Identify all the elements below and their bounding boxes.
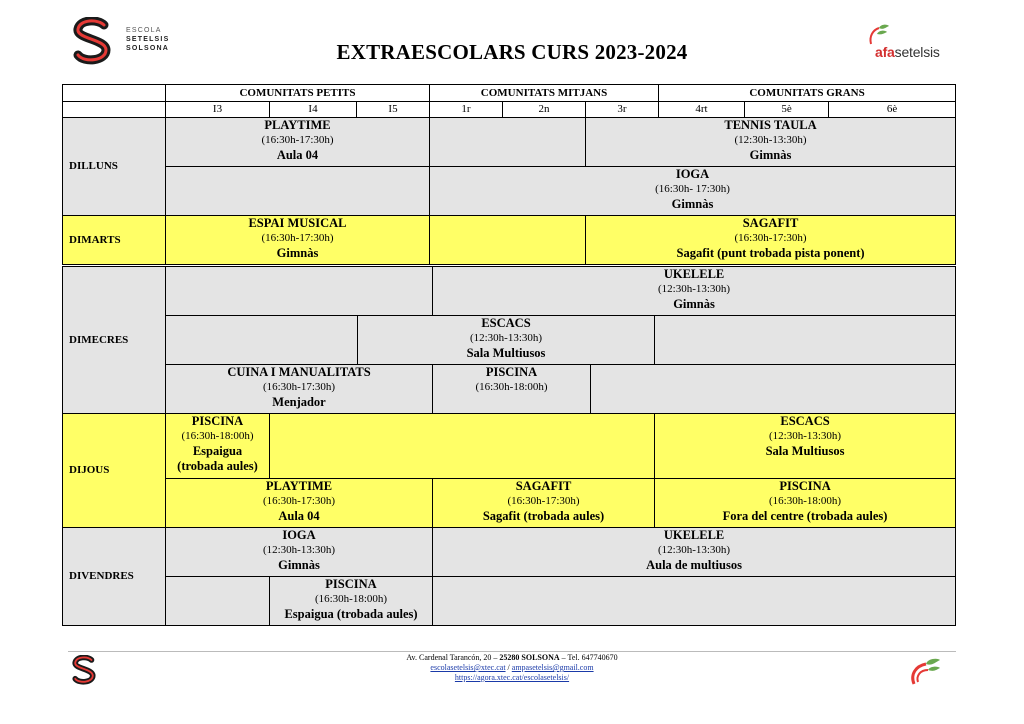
activity-time: (12:30h-13:30h) bbox=[734, 134, 807, 146]
empty-cell bbox=[655, 316, 956, 365]
activity-time: (16:30h-17:30h) bbox=[262, 381, 336, 393]
footer-address bbox=[0, 653, 1024, 663]
activity-time: (16:30h- 17:30h) bbox=[655, 183, 730, 195]
activity-name: ESCACS bbox=[481, 316, 531, 330]
afa-prefix: afa bbox=[875, 44, 895, 60]
activity-place: Sala Multiusos bbox=[765, 444, 845, 458]
activity-time: (16:30h-18:00h) bbox=[768, 495, 842, 507]
activity-name: CUINA I MANUALITATS bbox=[227, 365, 371, 379]
activity-place: Espaigua (trobada aules) bbox=[284, 607, 418, 621]
activity-cell bbox=[270, 577, 433, 626]
activity-time: (16:30h-17:30h) bbox=[734, 232, 807, 244]
activity-name: PLAYTIME bbox=[265, 479, 333, 493]
activity-time: (16:30h-17:30h) bbox=[507, 495, 580, 507]
course-header: 2n bbox=[503, 102, 586, 118]
activity-time: (16:30h-17:30h) bbox=[261, 134, 334, 146]
activity-time: (12:30h-13:30h) bbox=[768, 430, 842, 442]
footer-emails bbox=[0, 663, 1024, 673]
course-header: 1r bbox=[430, 102, 503, 118]
footer-contact bbox=[0, 653, 1024, 683]
activity-place: Gimnàs bbox=[278, 558, 320, 572]
afa-suffix: setelsis bbox=[894, 44, 940, 60]
course-header: I4 bbox=[270, 102, 357, 118]
activity-cell bbox=[166, 365, 433, 414]
school-name-line1: ESCOLA bbox=[126, 27, 162, 34]
activity-place: Aula 04 bbox=[278, 509, 320, 523]
corner-cell bbox=[63, 85, 166, 102]
activity-place: Fora del centre (trobada aules) bbox=[722, 509, 888, 523]
activity-cell bbox=[433, 365, 591, 414]
activity-time: (12:30h-13:30h) bbox=[262, 544, 336, 556]
activity-cell bbox=[358, 316, 655, 365]
leaf-logo-icon bbox=[867, 22, 893, 46]
activity-cell bbox=[433, 528, 956, 577]
activity-time: (16:30h-18:00h) bbox=[181, 430, 254, 442]
footer-afa-logo-icon bbox=[908, 656, 944, 686]
activity-cell bbox=[433, 479, 655, 528]
course-header: 3r bbox=[586, 102, 659, 118]
group-header: COMUNITATS GRANS bbox=[659, 85, 956, 102]
empty-cell bbox=[433, 577, 956, 626]
activity-name: PISCINA bbox=[779, 479, 831, 493]
activity-place: Espaigua bbox=[192, 444, 243, 458]
activity-cell bbox=[166, 528, 433, 577]
activity-name: UKELELE bbox=[663, 267, 725, 281]
activity-name: IOGA bbox=[282, 528, 316, 542]
address-street: Av. Cardenal Tarancón, 20 – bbox=[406, 653, 500, 662]
activity-place: Sagafit (punt trobada pista ponent) bbox=[676, 246, 865, 260]
empty-cell bbox=[591, 365, 956, 414]
activity-place: Gimnàs bbox=[749, 148, 792, 162]
email-separator: / bbox=[505, 663, 512, 672]
group-header: COMUNITATS PETITS bbox=[166, 85, 430, 102]
course-header: 6è bbox=[829, 102, 956, 118]
activity-place: Sala Multiusos bbox=[466, 346, 546, 360]
course-header: 4rt bbox=[659, 102, 745, 118]
activity-name: PLAYTIME bbox=[264, 118, 331, 132]
activity-place: Menjador bbox=[272, 395, 326, 409]
activity-cell bbox=[166, 479, 433, 528]
activity-cell bbox=[166, 216, 430, 265]
email-link-ampa[interactable]: ampasetelsis@gmail.com bbox=[511, 663, 594, 672]
course-header: 5è bbox=[745, 102, 829, 118]
activity-cell bbox=[655, 479, 956, 528]
activity-time: (16:30h-17:30h) bbox=[262, 495, 336, 507]
activity-name: IOGA bbox=[675, 167, 710, 181]
course-header: I3 bbox=[166, 102, 270, 118]
activity-name: PISCINA bbox=[485, 365, 538, 379]
afa-logo bbox=[865, 22, 955, 67]
activity-time: (16:30h-18:00h) bbox=[475, 381, 548, 393]
activity-name: PISCINA bbox=[191, 414, 244, 428]
corner-cell bbox=[63, 102, 166, 118]
activity-cell bbox=[430, 167, 956, 216]
activity-cell bbox=[586, 216, 956, 265]
address-phone: – Tel. 647740670 bbox=[559, 653, 618, 662]
activity-name: ESPAI MUSICAL bbox=[248, 216, 347, 230]
day-label-dimarts: DIMARTS bbox=[63, 216, 166, 265]
activity-name: ESCACS bbox=[780, 414, 830, 428]
course-header: I5 bbox=[357, 102, 430, 118]
activity-time: (12:30h-13:30h) bbox=[469, 332, 543, 344]
empty-cell bbox=[430, 118, 586, 167]
activity-name: SAGAFIT bbox=[742, 216, 799, 230]
activity-cell bbox=[166, 118, 430, 167]
activity-place: Aula 04 bbox=[276, 148, 319, 162]
page-title: EXTRAESCOLARS CURS 2023-2024 bbox=[336, 40, 688, 64]
school-name-line2: SETELSIS bbox=[126, 36, 170, 43]
website-link[interactable]: https://agora.xtec.cat/escolasetelsis/ bbox=[454, 673, 570, 682]
activity-place: Aula de multiusos bbox=[646, 558, 742, 572]
schedule-table-continued bbox=[62, 266, 956, 626]
email-link-school[interactable]: escolasetelsis@xtec.cat bbox=[430, 663, 506, 672]
afa-wordmark bbox=[875, 44, 940, 60]
activity-time: (12:30h-13:30h) bbox=[657, 283, 731, 295]
activity-name: TENNIS TAULA bbox=[724, 118, 817, 132]
empty-cell bbox=[430, 216, 586, 265]
day-label-dimecres: DIMECRES bbox=[63, 267, 166, 414]
activity-cell bbox=[166, 414, 270, 479]
empty-cell bbox=[270, 414, 655, 479]
activity-name: SAGAFIT bbox=[515, 479, 572, 493]
schedule-table bbox=[62, 84, 956, 265]
activity-place: Sagafit (trobada aules) bbox=[482, 509, 605, 523]
empty-cell bbox=[166, 267, 433, 316]
group-header: COMUNITATS MITJANS bbox=[430, 85, 659, 102]
footer-website bbox=[0, 673, 1024, 683]
activity-name: PISCINA bbox=[325, 577, 377, 591]
activity-cell bbox=[433, 267, 956, 316]
school-name-line3: SOLSONA bbox=[126, 45, 170, 52]
address-postcode: 25280 SOLSONA bbox=[499, 653, 560, 662]
footer-divider bbox=[68, 651, 956, 652]
activity-place: Gimnàs bbox=[671, 197, 714, 211]
activity-cell bbox=[586, 118, 956, 167]
empty-cell bbox=[166, 316, 358, 365]
activity-time: (16:30h-17:30h) bbox=[261, 232, 334, 244]
day-label-dijous: DIJOUS bbox=[63, 414, 166, 528]
activity-time: (12:30h-13:30h) bbox=[657, 544, 731, 556]
empty-cell bbox=[166, 577, 270, 626]
activity-place: Gimnàs bbox=[276, 246, 319, 260]
activity-time: (16:30h-18:00h) bbox=[314, 593, 388, 605]
day-label-dilluns: DILLUNS bbox=[63, 118, 166, 216]
empty-cell bbox=[166, 167, 430, 216]
activity-place-note: (trobada aules) bbox=[177, 459, 258, 473]
activity-place: Gimnàs bbox=[673, 297, 715, 311]
day-label-divendres: DIVENDRES bbox=[63, 528, 166, 626]
activity-name: UKELELE bbox=[663, 528, 725, 542]
activity-cell bbox=[655, 414, 956, 479]
